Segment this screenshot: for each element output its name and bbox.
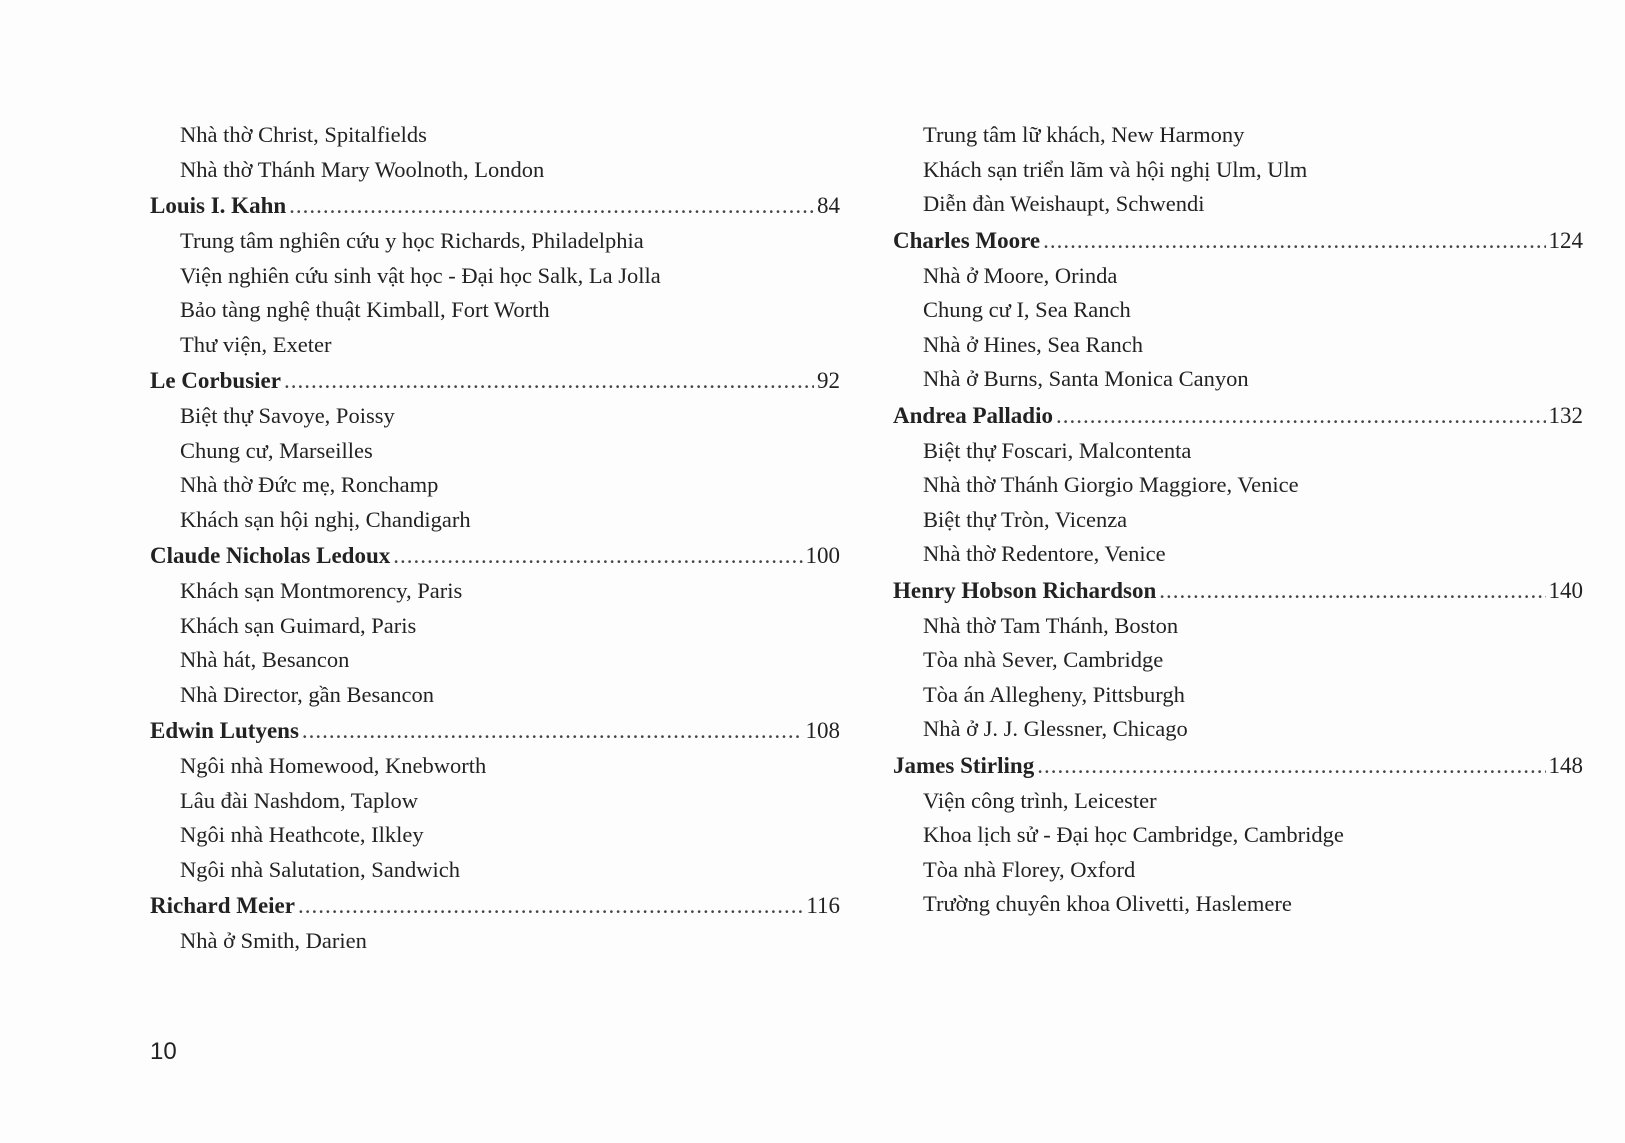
toc-author-name: Louis I. Kahn [150, 193, 287, 218]
toc-author-row[interactable] [893, 222, 1583, 259]
toc-page-number: 132 [1548, 402, 1583, 428]
toc-work-item: Thư viện, Exeter [180, 331, 332, 357]
toc-leader-dots [1037, 747, 1545, 784]
toc-author-name: Le Corbusier [150, 368, 281, 393]
toc-page-number: 148 [1548, 752, 1583, 778]
toc-work-item: Ngôi nhà Salutation, Sandwich [180, 856, 460, 882]
toc-work-item: Nhà ở Moore, Orinda [923, 262, 1118, 288]
toc-work-item: Nhà thờ Thánh Mary Woolnoth, London [180, 156, 545, 182]
toc-work-item: Trung tâm nghiên cứu y học Richards, Philadelphia [180, 228, 644, 253]
toc-entry [893, 397, 1583, 572]
toc-work-item: Nhà thờ Christ, Spitalfields [180, 122, 427, 147]
toc-work-item: Nhà thờ Redentore, Venice [923, 541, 1166, 566]
toc-leader-dots [393, 537, 802, 574]
toc-page-number: 140 [1548, 577, 1583, 603]
toc-work-item: Chung cư I, Sea Ranch [923, 297, 1131, 322]
toc-work-item: Tòa nhà Sever, Cambridge [923, 647, 1164, 672]
toc-work-item: Viện công trình, Leicester [923, 787, 1157, 813]
toc-author-row[interactable] [150, 712, 840, 749]
toc-author-name: Claude Nicholas Ledoux [150, 543, 391, 568]
toc-leader-dots [302, 712, 803, 749]
toc-author-row[interactable] [150, 887, 840, 924]
toc-work-item: Nhà thờ Tam Thánh, Boston [923, 612, 1179, 638]
toc-work-item: Nhà Director, gần Besancon [180, 681, 435, 707]
toc-page-number: 116 [806, 893, 840, 918]
toc-work-item: Chung cư, Marseilles [180, 437, 373, 463]
toc-author-name: Henry Hobson Richardson [893, 577, 1157, 603]
toc-work-item: Nhà thờ Thánh Giorgio Maggiore, Venice [923, 472, 1299, 497]
toc-work-item: Khách sạn hội nghị, Chandigarh [180, 506, 471, 532]
toc-author-row[interactable] [893, 747, 1583, 784]
toc-work-item: Nhà hát, Besancon [180, 647, 350, 672]
toc-work-item: Nhà ở J. J. Glessner, Chicago [923, 716, 1188, 741]
toc-work-item: Khách sạn triển lãm và hội nghị Ulm, Ulm [923, 156, 1308, 182]
toc-work-item: Tòa án Allegheny, Pittsburgh [923, 681, 1185, 707]
toc-leader-dots [1056, 397, 1546, 434]
toc-author-name: Charles Moore [893, 227, 1041, 253]
toc-author-row[interactable] [893, 572, 1583, 609]
toc-entry [893, 747, 1583, 922]
toc-work-item: Biệt thự Tròn, Vicenza [923, 506, 1128, 532]
toc-work-item: Nhà thờ Đức mẹ, Ronchamp [180, 472, 439, 497]
toc-page-number: 100 [805, 543, 840, 568]
toc-work-item: Ngôi nhà Heathcote, Ilkley [180, 822, 424, 847]
toc-page-number: 108 [805, 718, 840, 743]
toc-work-item: Nhà ở Burns, Santa Monica Canyon [923, 366, 1249, 391]
toc-entry [150, 537, 840, 712]
toc-work-item: Trường chuyên khoa Olivetti, Haslemere [923, 891, 1292, 916]
toc-work-item: Tòa nhà Florey, Oxford [923, 856, 1136, 882]
toc-left-column [150, 118, 840, 959]
toc-author-name: Edwin Lutyens [150, 718, 299, 743]
toc-author-row[interactable] [150, 537, 840, 574]
toc-author-name: James Stirling [893, 752, 1035, 778]
toc-right-column [893, 118, 1583, 922]
toc-entry [150, 712, 840, 887]
toc-page-number: 124 [1548, 227, 1583, 253]
toc-entry [893, 572, 1583, 747]
toc-author-row[interactable] [150, 187, 840, 224]
toc-work-item: Biệt thự Foscari, Malcontenta [923, 437, 1192, 463]
toc-work-item: Lâu đài Nashdom, Taplow [180, 787, 418, 813]
toc-entry [893, 222, 1583, 397]
toc-page-number: 84 [817, 193, 840, 218]
toc-work-item: Viện nghiên cứu sinh vật học - Đại học Salk, La Jolla [180, 262, 661, 288]
toc-work-item: Nhà ở Smith, Darien [180, 928, 367, 953]
toc-author-row[interactable] [893, 397, 1583, 434]
toc-leader-dots [289, 187, 814, 224]
toc-page-number: 92 [817, 368, 840, 393]
toc-work-item: Bảo tàng nghệ thuật Kimball, Fort Worth [180, 297, 550, 322]
toc-leader-dots [298, 887, 803, 924]
toc-work-item: Trung tâm lữ khách, New Harmony [923, 122, 1245, 147]
toc-work-item: Nhà ở Hines, Sea Ranch [923, 331, 1143, 357]
toc-work-item: Diễn đàn Weishaupt, Schwendi [923, 191, 1205, 216]
toc-leader-dots [1159, 572, 1545, 609]
toc-entry [150, 887, 840, 959]
toc-author-name: Andrea Palladio [893, 402, 1053, 428]
toc-author-row[interactable] [150, 362, 840, 399]
toc-work-item: Khách sạn Guimard, Paris [180, 612, 417, 638]
page-number: 10 [150, 1038, 177, 1065]
toc-leader-dots [1043, 222, 1545, 259]
toc-leader-dots [284, 362, 814, 399]
toc-work-item: Khách sạn Montmorency, Paris [180, 578, 463, 603]
toc-work-item: Ngôi nhà Homewood, Knebworth [180, 753, 487, 778]
toc-work-item: Biệt thự Savoye, Poissy [180, 403, 395, 428]
toc-entry [150, 362, 840, 537]
toc-entry [150, 187, 840, 362]
toc-work-item: Khoa lịch sử - Đại học Cambridge, Cambridge [923, 822, 1344, 847]
toc-author-name: Richard Meier [150, 893, 295, 918]
